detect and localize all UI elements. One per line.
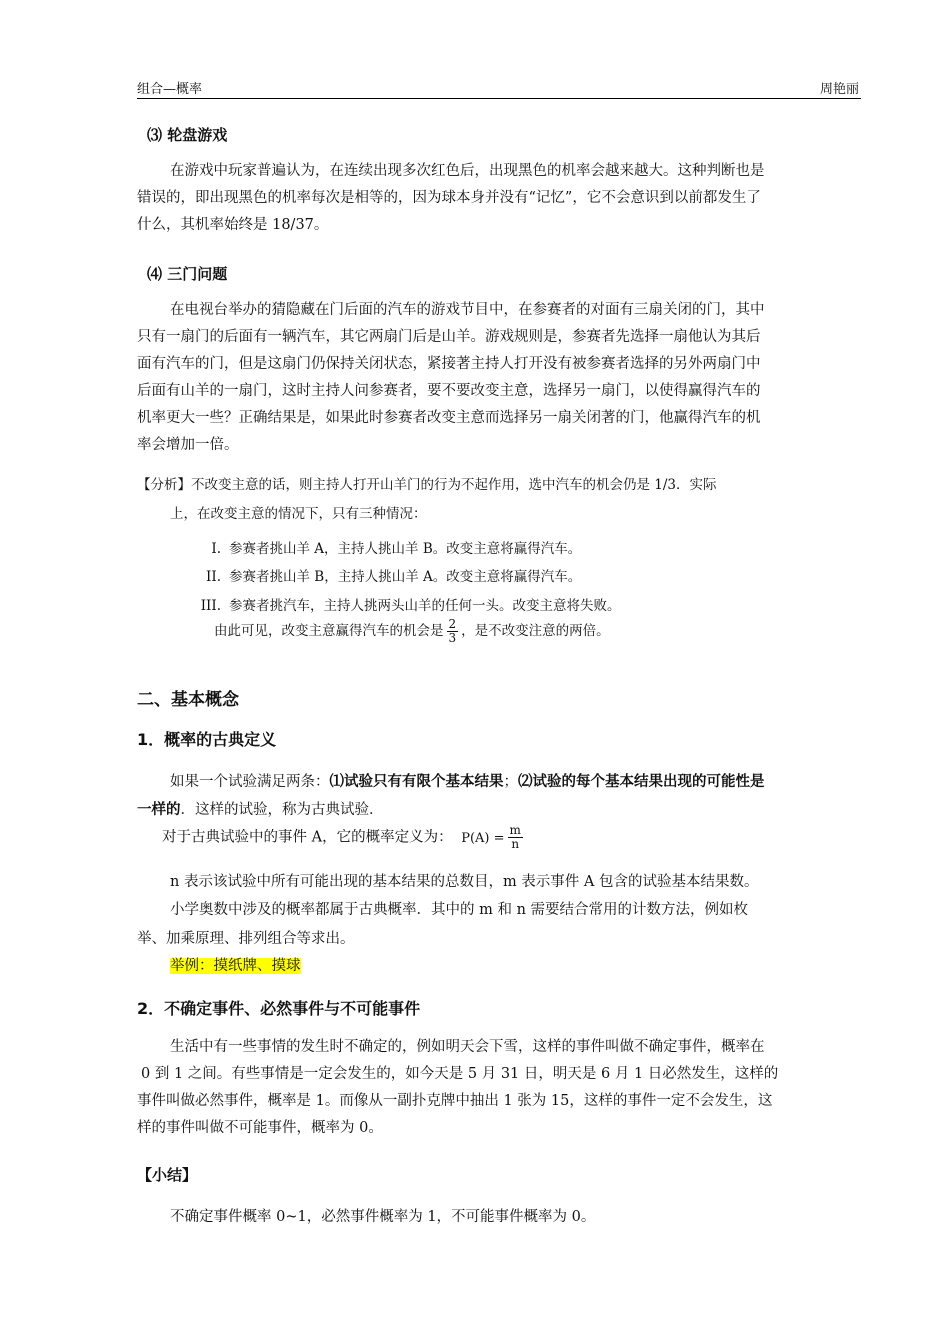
definition-line-2 [137,798,384,819]
case-item [195,594,621,614]
case-number: III. [200,598,221,614]
formula-denominator: n [511,837,520,851]
definition-condition-2-end: 一样的 [137,802,181,818]
subsection-heading-event-types: 2．不确定事件、必然事件与不可能事件 [137,999,421,1018]
formula-lhs: P(A) = [461,830,505,846]
monty-hall-line-6: 率会增加一倍。 [137,437,239,453]
example-highlight: 举例：摸纸牌、摸球 [170,958,301,974]
monty-hall-line-4: 后面有山羊的一扇门，这时主持人问参赛者，要不要改变主意，选择另一扇门，以使得赢得汽车的 [137,383,761,399]
definition-condition-1: ⑴试验只有有限个基本结果 [329,774,504,790]
summary-text: 不确定事件概率 0~1，必然事件概率为 1，不可能事件概率为 0。 [170,1209,596,1225]
header-author: 周艳丽 [819,82,859,97]
summary-heading: 【小结】 [137,1166,198,1184]
monty-hall-line-2: 只有一扇门的后面有一辆汽车，其它两扇门后是山羊。游戏规则是，参赛者先选择一扇他认为其后 [137,329,761,345]
definition-line-1 [170,770,765,791]
event-types-line-3: 事件叫做必然事件，概率是 1。而像从一副扑克牌中抽出 1 张为 15，这样的事件一定不会发生，这 [137,1093,773,1109]
note-line-1: 小学奥数中涉及的概率都属于古典概率．其中的 m 和 n 需要结合常用的计数方法，例如枚 [170,902,749,918]
roulette-line-2: 错误的，即出现黑色的机率每次是相等的，因为球本身并没有“记忆”，它不会意识到以前都发生了 [137,190,761,206]
event-types-line-2: 0 到 1 之间。有些事情是一定会发生的，如今天是 5 月 31 日，明天是 6 月 1 日必然发生，这样的 [141,1066,779,1082]
header-course-title: 组合—概率 [137,82,203,97]
definition-condition-2: ⑵试验的每个基本结果出现的可能性是 [518,774,765,790]
analysis-line-1: 【分析】不改变主意的话，则主持人打开山羊门的行为不起作用，选中汽车的机会仍是 1/3．实际 [137,477,717,493]
fraction-numerator: 2 [448,617,457,631]
event-types-line-4: 样的事件叫做不可能事件，概率为 0。 [137,1120,383,1136]
analysis-line-2: 上，在改变主意的情况下，只有三种情况： [170,506,427,522]
monty-hall-heading: ⑷ 三门问题 [147,265,228,283]
example-line [170,954,301,975]
note-line-2: 举、加乘原理、排列组合等求出。 [137,931,355,947]
roulette-line-3: 什么，其机率始终是 18/37。 [137,217,329,233]
case-text: 参赛者挑山羊 B，主持人挑山羊 A。改变主意将赢得汽车。 [229,569,582,585]
page-header [137,76,861,99]
roulette-heading: ⑶ 轮盘游戏 [147,126,228,144]
section-heading-basic-concepts: 二、基本概念 [137,690,239,710]
monty-hall-line-3: 面有汽车的门，但是这扇门仍保持关闭状态，紧接著主持人打开没有被参赛者选择的另外两扇门中 [137,356,761,372]
case-number: I. [211,541,221,557]
case-item [195,565,581,585]
roulette-paragraph [137,158,861,239]
subsection-heading-classical-definition: 1．概率的古典定义 [137,730,277,749]
probability-formula-line [162,824,526,851]
roulette-line-1: 在游戏中玩家普遍认为，在连续出现多次红色后，出现黑色的机率会越来越大。这种判断也是 [170,163,765,179]
case-number: II. [206,569,221,585]
case-item [195,537,581,557]
event-types-line-1: 生活中有一些事情的发生时不确定的，例如明天会下雪，这样的事件叫做不确定事件，概率在 [170,1039,765,1055]
definition-conclusion: ．这样的试验，称为古典试验． [180,802,384,818]
monty-hall-line-1: 在电视台举办的猜隐藏在门后面的汽车的游戏节目中，在参赛者的对面有三扇关闭的门，其中 [170,302,765,318]
conclusion-text-post: ，是不改变注意的两倍。 [461,623,610,639]
fraction-denominator: 3 [448,631,457,645]
formula-intro: 对于古典试验中的事件 A，它的概率定义为： [162,829,453,846]
definition-intro: 如果一个试验满足两条： [170,774,330,790]
case-text: 参赛者挑汽车，主持人挑两头山羊的任何一头。改变主意将失败。 [229,598,621,614]
fraction-two-thirds [447,618,459,645]
definition-separator: ； [503,774,518,790]
conclusion-line [214,618,610,645]
case-text: 参赛者挑山羊 A，主持人挑山羊 B。改变主意将赢得汽车。 [229,541,582,557]
monty-hall-line-5: 机率更大一些？正确结果是，如果此时参赛者改变主意而选择另一扇关闭著的门，他赢得汽车的机 [137,410,761,426]
formula-numerator: m [509,823,521,837]
event-types-paragraph [137,1034,861,1142]
formula-explanation: n 表示该试验中所有可能出现的基本结果的总数目，m 表示事件 A 包含的试验基本结果数。 [170,874,759,890]
conclusion-text-pre: 由此可见，改变主意赢得汽车的机会是 [214,623,444,639]
fraction-m-over-n [508,824,523,851]
monty-hall-paragraph [137,297,861,459]
